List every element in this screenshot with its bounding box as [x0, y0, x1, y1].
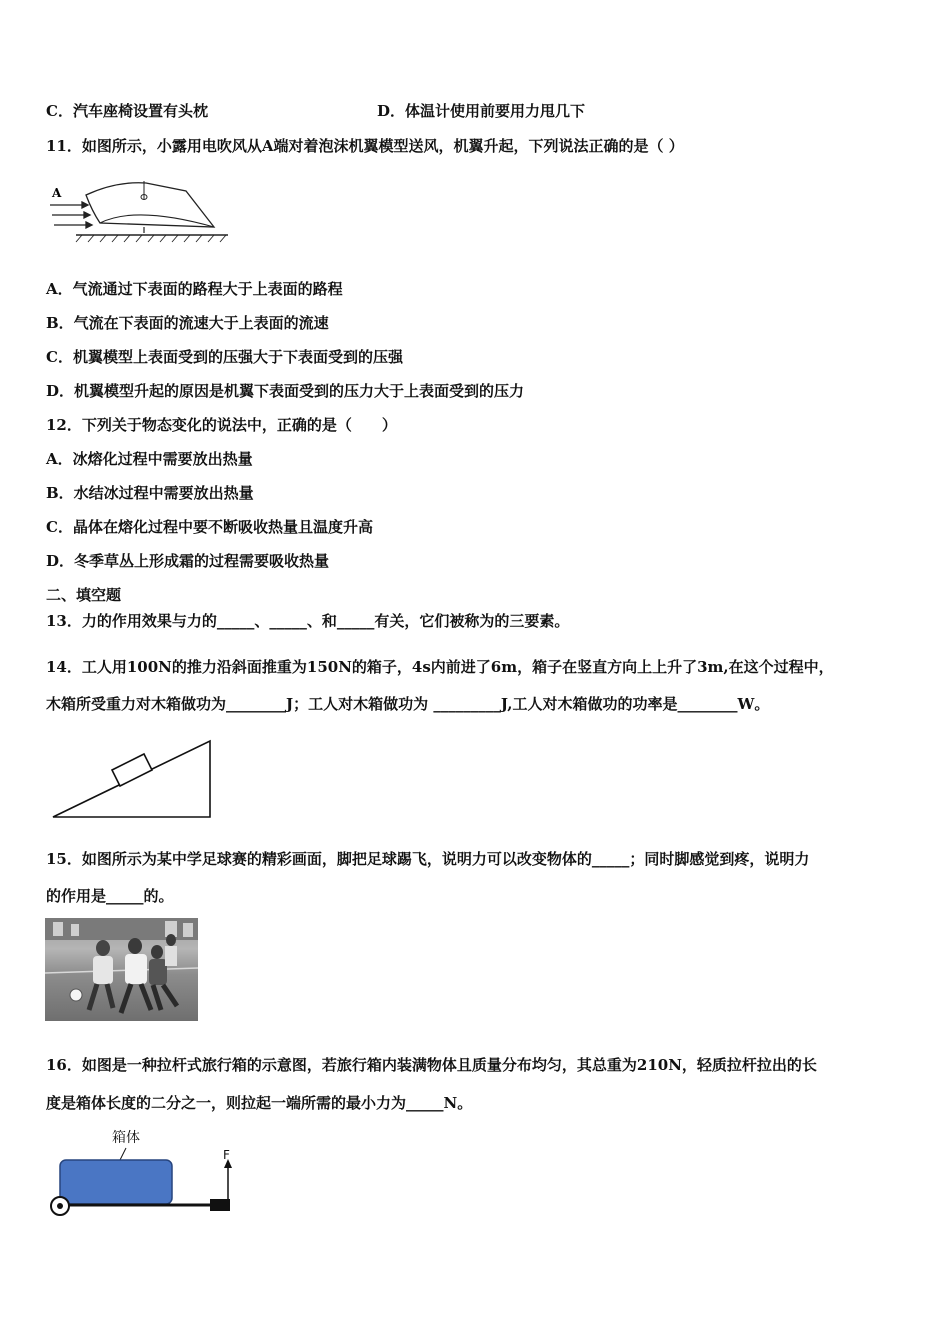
- q15-line-1: 15．如图所示为某中学足球赛的精彩画面，脚把足球踢飞，说明力可以改变物体的_____；同时脚感觉到疼，说明力: [46, 850, 810, 868]
- wing-figure-label: A: [52, 186, 62, 200]
- q12-stem: 12．下列关于物态变化的说法中，正确的是（ ）: [46, 416, 397, 434]
- force-label: F: [223, 1148, 230, 1162]
- q12-option-c: C．晶体在熔化过程中要不断吸收热量且温度升高: [46, 518, 373, 536]
- q11-option-d: D．机翼模型升起的原因是机翼下表面受到的压力大于上表面受到的压力: [46, 382, 525, 400]
- q12-option-d: D．冬季草丛上形成霜的过程需要吸收热量: [46, 552, 330, 570]
- q10-option-d: D．体温计使用前要用力甩几下: [377, 102, 586, 120]
- q11-option-c: C．机翼模型上表面受到的压强大于下表面受到的压强: [46, 348, 403, 366]
- handle: [210, 1199, 230, 1211]
- q14-line-1: 14．工人用100N的推力沿斜面推重为150N的箱子，4s内前进了6m，箱子在竖直方向上上升了3m,在这个过程中，: [46, 658, 834, 676]
- q11-stem: 11．如图所示，小露用电吹风从A端对着泡沫机翼模型送风，机翼升起，下列说法正确的是（ ）: [46, 137, 684, 155]
- box-on-incline: [112, 754, 152, 786]
- q13-stem: 13．力的作用效果与力的_____、_____、和_____有关，它们被称为的三要素。: [46, 612, 570, 630]
- q12-option-a: A．冰熔化过程中需要放出热量: [46, 450, 253, 468]
- q14-line-2: 木箱所受重力对木箱做功为________J；工人对木箱做功为 _________J,工人对木箱做功的功率是________W。: [46, 695, 770, 713]
- football-photo: [45, 918, 198, 1021]
- suitcase-box-label: 箱体: [112, 1130, 140, 1146]
- airflow-arrows: [50, 202, 92, 228]
- section-2-title: 二、填空题: [46, 586, 122, 604]
- q12-option-b: B．水结冰过程中需要放出热量: [46, 484, 254, 502]
- suitcase-body: [60, 1160, 172, 1204]
- q15-line-2: 的作用是_____的。: [46, 887, 174, 905]
- incline-figure: [50, 737, 215, 821]
- suitcase-figure: [46, 1126, 241, 1220]
- q11-option-a: A．气流通过下表面的路程大于上表面的路程: [46, 280, 343, 298]
- football: [70, 989, 82, 1001]
- wing-figure: [46, 175, 236, 245]
- q11-option-b: B．气流在下表面的流速大于上表面的流速: [46, 314, 329, 332]
- q16-line-2: 度是箱体长度的二分之一，则拉起一端所需的最小力为_____N。: [46, 1094, 473, 1112]
- q10-option-c: C．汽车座椅设置有头枕: [46, 102, 208, 120]
- q16-line-1: 16．如图是一种拉杆式旅行箱的示意图，若旅行箱内装满物体且质量分布均匀，其总重为210N，轻质拉杆拉出的长: [46, 1056, 817, 1074]
